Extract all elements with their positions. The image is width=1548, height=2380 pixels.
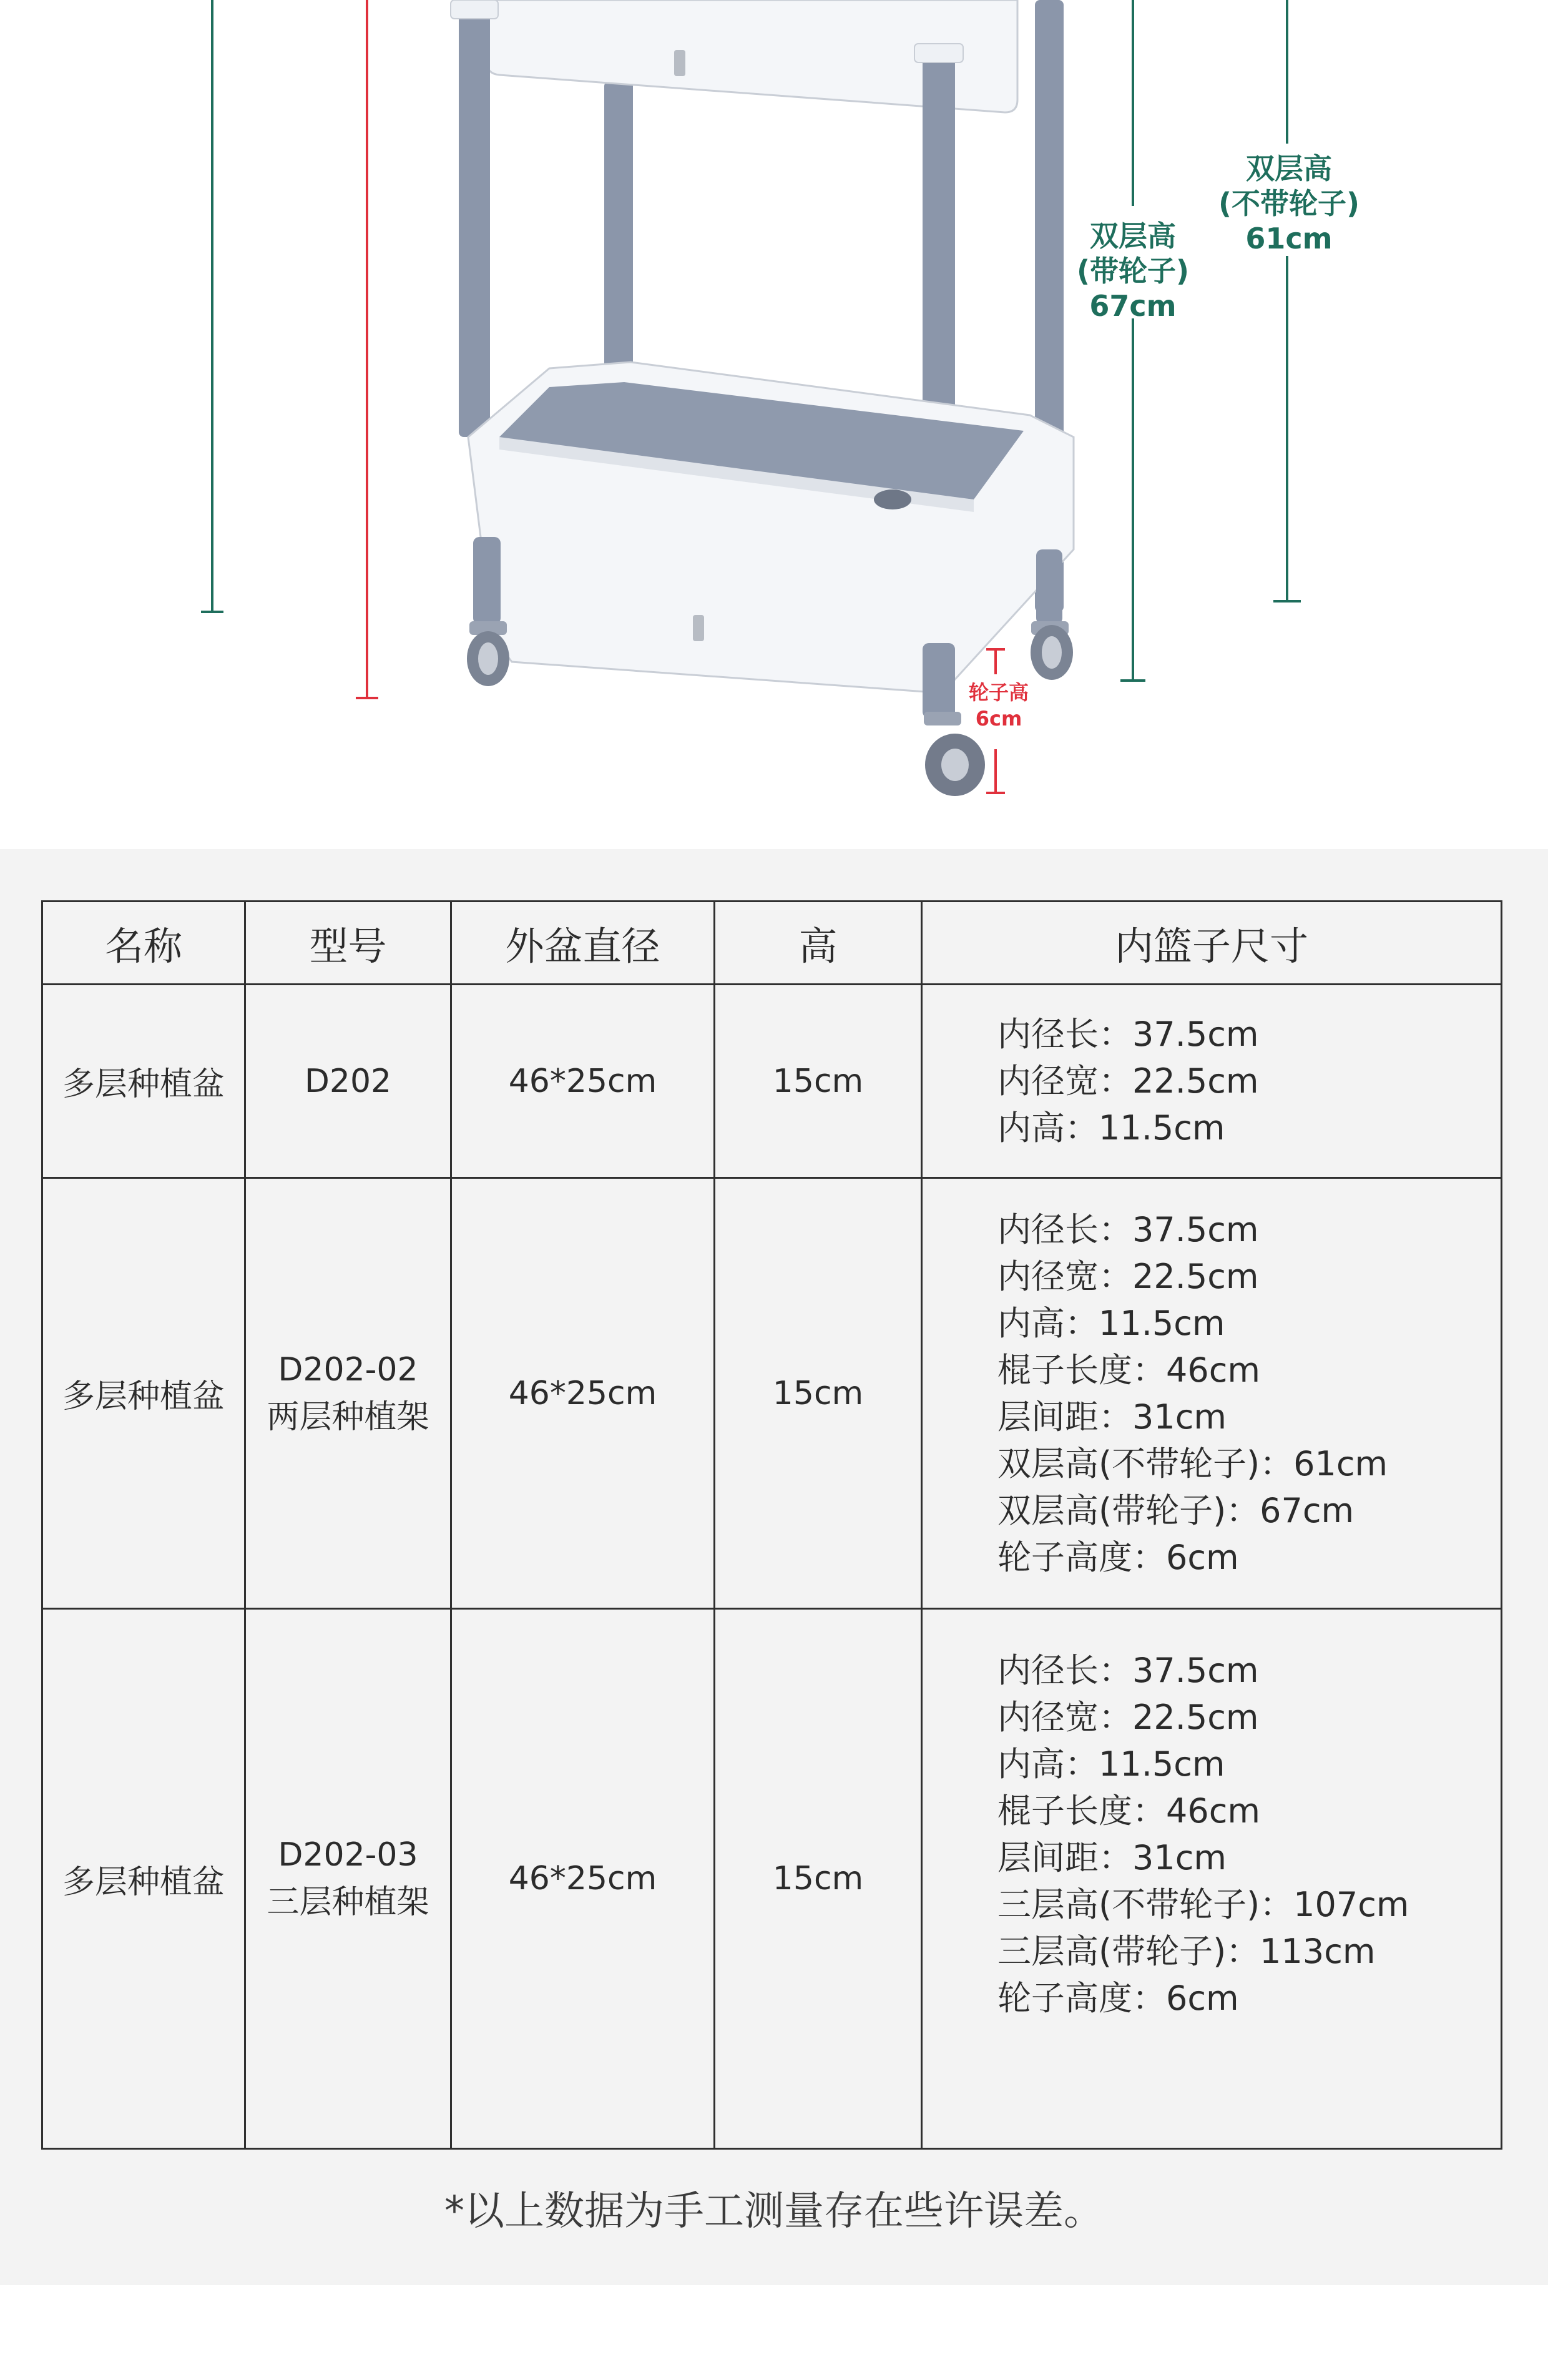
table-header-row	[42, 902, 1502, 985]
inner-line: 棍子长度：46cm	[997, 1350, 1261, 1390]
dim-text: 61cm	[1245, 222, 1333, 255]
cell-outer: 46*25cm	[451, 1178, 715, 1609]
spec-panel	[0, 849, 1548, 2285]
cell-height: 15cm	[715, 1609, 922, 2149]
label-double-height-with-wheels	[1030, 219, 1236, 323]
cell-outer: 46*25cm	[451, 985, 715, 1178]
product-illustration	[0, 0, 1548, 849]
dim-text: 双层高	[1246, 152, 1332, 185]
inner-line: 层间距：31cm	[997, 1397, 1227, 1437]
cell-height: 15cm	[715, 1178, 922, 1609]
inner-line: 层间距：31cm	[997, 1838, 1227, 1877]
model-desc: 三层种植架	[267, 1884, 429, 1921]
inner-line: 棍子长度：46cm	[997, 1791, 1261, 1831]
wheel-front-left	[467, 621, 509, 686]
table-row	[42, 1178, 1502, 1609]
dim-text: 轮子高	[968, 681, 1029, 704]
cell-inner	[922, 1178, 1502, 1609]
inner-line: 双层高(不带轮子)：61cm	[997, 1443, 1388, 1483]
header-inner-basket-size: 内篮子尺寸	[922, 902, 1502, 985]
inner-line: 三层高(带轮子)：113cm	[997, 1932, 1376, 1971]
cell-model	[245, 1609, 451, 2149]
table-row	[42, 985, 1502, 1178]
inner-line: 内高：11.5cm	[997, 1744, 1225, 1784]
model-desc: 两层种植架	[267, 1398, 429, 1436]
inner-line: 内高：11.5cm	[997, 1108, 1225, 1148]
label-wheel-height	[949, 679, 1049, 732]
cell-model	[245, 1178, 451, 1609]
planter-cart-drawing	[0, 0, 1548, 849]
inner-line: 内径宽：22.5cm	[997, 1061, 1259, 1101]
header-outer-diameter: 外盆直径	[451, 902, 715, 985]
dim-text: 67cm	[1089, 289, 1177, 323]
dim-text: 双层高	[1090, 219, 1176, 253]
pole-front-left	[459, 0, 490, 437]
model-code: D202	[304, 1062, 392, 1100]
cell-inner	[922, 985, 1502, 1178]
inner-line: 三层高(不带轮子)：107cm	[997, 1885, 1409, 1924]
inner-line: 内径长：37.5cm	[997, 1209, 1259, 1249]
model-code: D202-02	[278, 1350, 418, 1389]
spec-table	[41, 900, 1502, 2150]
cell-name: 多层种植盆	[42, 1178, 245, 1609]
inner-line: 内高：11.5cm	[997, 1303, 1225, 1343]
pole-back-left	[604, 81, 633, 406]
measurement-note: *以上数据为手工测量存在些许误差。	[444, 2188, 1104, 2235]
dim-text: 6cm	[975, 707, 1022, 730]
cell-name: 多层种植盆	[42, 1609, 245, 2149]
inner-line: 内径宽：22.5cm	[997, 1698, 1259, 1737]
cell-model	[245, 985, 451, 1178]
cell-height: 15cm	[715, 985, 922, 1178]
inner-line: 轮子高度：6cm	[997, 1979, 1239, 2018]
inner-line: 轮子高度：6cm	[997, 1537, 1239, 1577]
wheel-back-right	[1031, 621, 1073, 680]
header-model: 型号	[245, 902, 451, 985]
header-name: 名称	[42, 902, 245, 985]
inner-line: 双层高(带轮子)：67cm	[997, 1490, 1354, 1530]
dim-text: (带轮子)	[1076, 254, 1190, 288]
inner-line: 内径长：37.5cm	[997, 1651, 1259, 1690]
inner-line: 内径宽：22.5cm	[997, 1256, 1259, 1296]
dim-text: (不带轮子)	[1218, 187, 1360, 220]
cell-outer: 46*25cm	[451, 1609, 715, 2149]
inner-line: 内径长：37.5cm	[997, 1015, 1259, 1054]
table-row	[42, 1609, 1502, 2149]
model-code: D202-03	[278, 1836, 418, 1874]
cell-name: 多层种植盆	[42, 985, 245, 1178]
cell-inner	[922, 1609, 1502, 2149]
header-height: 高	[715, 902, 922, 985]
